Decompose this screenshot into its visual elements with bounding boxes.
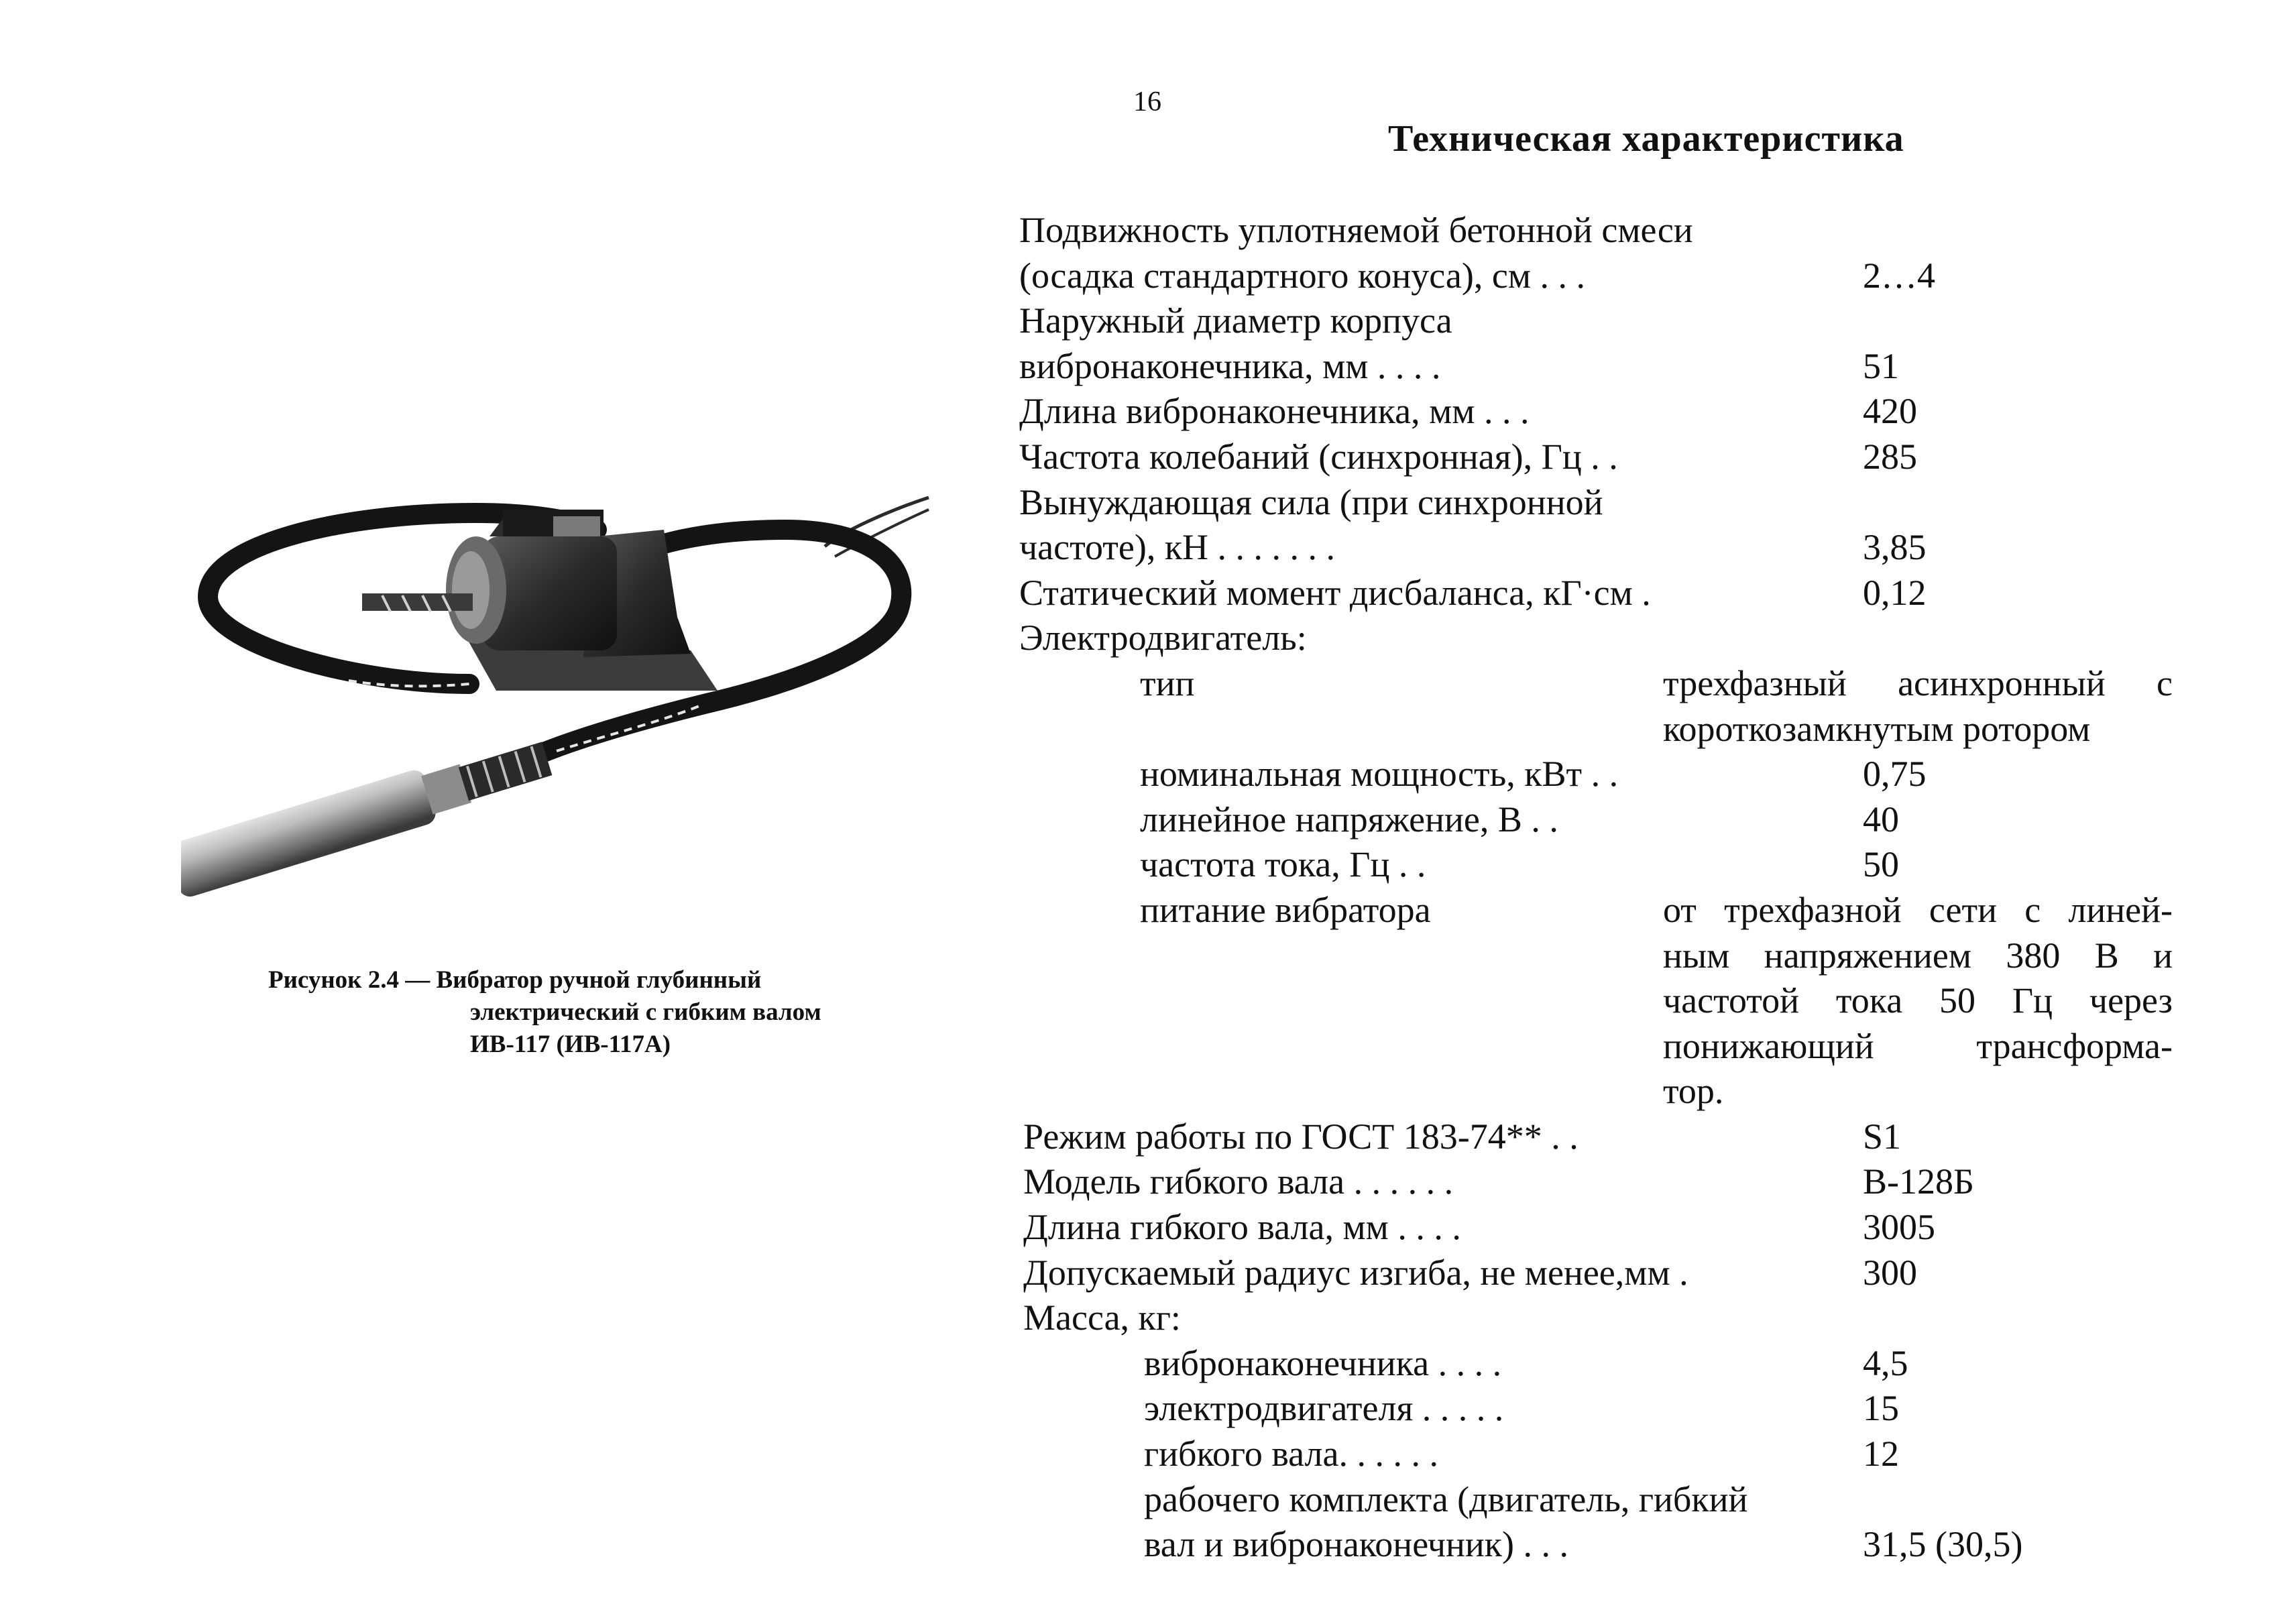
spec-row — [1019, 571, 2173, 616]
spec-label: Модель гибкого вала . . . . . . — [1023, 1161, 1454, 1202]
spec-value: 300 — [1863, 1252, 1917, 1293]
spec-value: 420 — [1863, 391, 1917, 432]
spec-label: Масса, кг: — [1023, 1297, 1181, 1338]
spec-value: 3005 — [1863, 1207, 1935, 1248]
spec-label: тип — [1140, 662, 1195, 703]
spec-label: Допускаемый радиус изгиба, не менее,мм . — [1023, 1252, 1688, 1293]
spec-label: Наружный диаметр корпуса — [1019, 300, 1452, 341]
spec-label: (осадка стандартного конуса), см . . . — [1019, 255, 1586, 296]
spec-value: 3,85 — [1863, 527, 1927, 568]
spec-value: от трехфазной сети с линей- — [1663, 889, 2173, 930]
vibrator-illustration — [181, 483, 972, 952]
spec-value: 0,12 — [1863, 572, 1927, 613]
spec-row — [1019, 1295, 2173, 1341]
spec-row — [1019, 389, 2173, 434]
spec-label: электродвигателя . . . . . — [1144, 1388, 1504, 1429]
spec-row — [1019, 933, 2173, 979]
spec-value: трехфазный асинхронный с — [1663, 662, 2173, 703]
spec-row — [1019, 1341, 2173, 1387]
spec-row — [1019, 1159, 2173, 1205]
spec-label: вибронаконечника, мм . . . . — [1019, 345, 1441, 386]
spec-row — [1019, 1114, 2173, 1160]
spec-label: гибкого вала. . . . . . — [1144, 1434, 1438, 1474]
spec-label: вал и вибронаконечник) . . . — [1144, 1524, 1568, 1565]
spec-row — [1019, 208, 2173, 253]
spec-row — [1019, 1477, 2173, 1523]
spec-value: короткозамкнутым ротором — [1663, 708, 2091, 749]
spec-label: вибронаконечника . . . . — [1144, 1342, 1502, 1383]
spec-value: частотой тока 50 Гц через — [1663, 980, 2173, 1021]
spec-value: 12 — [1863, 1434, 1899, 1474]
spec-label: линейное напряжение, В . . — [1140, 799, 1558, 839]
spec-row — [1019, 525, 2173, 571]
spec-row — [1019, 1205, 2173, 1251]
spec-row — [1019, 298, 2173, 344]
page-number: 16 — [1133, 86, 1161, 117]
caption-line: электрический с гибким валом — [470, 998, 821, 1026]
spec-value: S1 — [1863, 1116, 1902, 1157]
spec-label: частоте), кН . . . . . . . — [1019, 527, 1336, 568]
page-title: Техническая характеристика — [1388, 118, 1904, 160]
spec-label: рабочего комплекта (двигатель, гибкий — [1144, 1478, 1748, 1519]
spec-label: частота тока, Гц . . — [1140, 844, 1426, 885]
spec-value: В-128Б — [1863, 1161, 1975, 1202]
spec-value: 285 — [1863, 436, 1917, 477]
spec-label: Частота колебаний (синхронная), Гц . . — [1019, 436, 1618, 477]
spec-row — [1019, 480, 2173, 526]
spec-row — [1019, 1251, 2173, 1296]
spec-value: 2…4 — [1863, 255, 1935, 296]
spec-row — [1019, 978, 2173, 1024]
spec-value: понижающий трансформа- — [1663, 1025, 2173, 1066]
spec-row — [1019, 434, 2173, 480]
spec-row — [1019, 797, 2173, 843]
spec-label: номинальная мощность, кВт . . — [1140, 754, 1619, 795]
figure-caption — [268, 964, 821, 1061]
spec-label: Подвижность уплотняемой бетонной смеси — [1019, 210, 1693, 250]
caption-line: Рисунок 2.4 — Вибратор ручной глубинный — [268, 966, 762, 994]
spec-value: 4,5 — [1863, 1342, 1908, 1383]
spec-row — [1019, 1386, 2173, 1432]
spec-value: 40 — [1863, 799, 1899, 839]
spec-value: 50 — [1863, 844, 1899, 885]
spec-list — [1019, 208, 2173, 1568]
spec-row — [1019, 253, 2173, 299]
spec-value: 31,5 (30,5) — [1863, 1524, 2023, 1565]
spec-row — [1019, 661, 2173, 707]
spec-row — [1019, 752, 2173, 797]
spec-row — [1019, 888, 2173, 933]
spec-row — [1019, 1522, 2173, 1568]
spec-label: Длина гибкого вала, мм . . . . — [1023, 1207, 1461, 1248]
spec-row — [1019, 842, 2173, 888]
spec-value: ным напряжением 380 В и — [1663, 935, 2173, 976]
spec-label: Вынуждающая сила (при синхронной — [1019, 481, 1603, 522]
spec-label: Электродвигатель: — [1019, 618, 1307, 658]
spec-row — [1019, 1024, 2173, 1069]
spec-row — [1019, 344, 2173, 390]
spec-value: 0,75 — [1863, 754, 1927, 795]
spec-value: 51 — [1863, 345, 1899, 386]
spec-row — [1019, 616, 2173, 661]
spec-value: тор. — [1663, 1071, 1724, 1112]
spec-label: Статический момент дисбаланса, кГ·см . — [1019, 572, 1651, 613]
spec-label: Режим работы по ГОСТ 183-74** . . — [1023, 1116, 1578, 1157]
spec-row — [1019, 707, 2173, 752]
spec-row — [1019, 1069, 2173, 1114]
caption-line: ИВ-117 (ИВ-117А) — [470, 1031, 671, 1058]
spec-row — [1019, 1432, 2173, 1477]
spec-label: Длина вибронаконечника, мм . . . — [1019, 391, 1530, 432]
spec-value: 15 — [1863, 1388, 1899, 1429]
spec-label: питание вибратора — [1140, 889, 1431, 930]
